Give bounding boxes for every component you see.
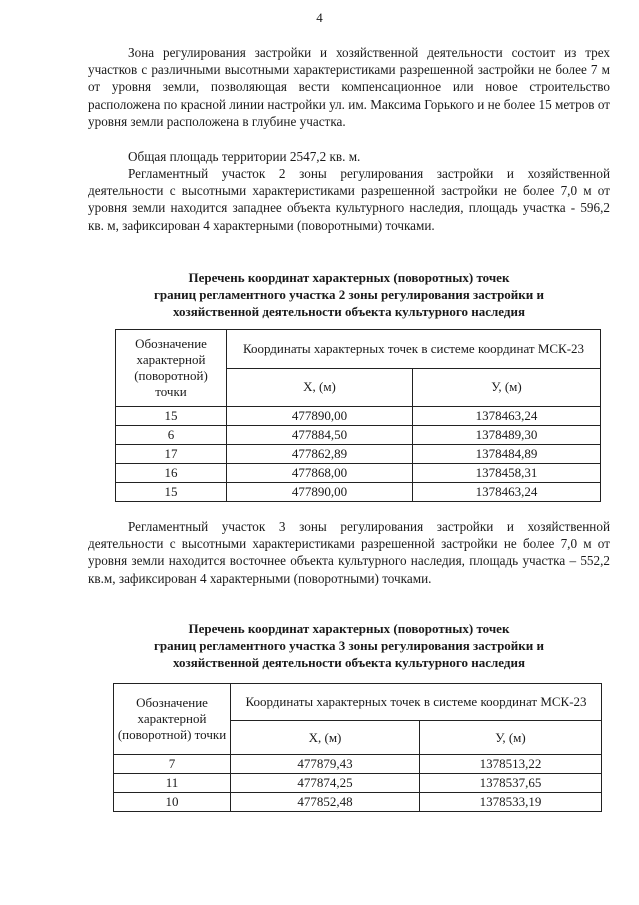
table-row [114, 793, 602, 812]
paragraph-total-area: Общая площадь территории 2547,2 кв. м. [128, 149, 361, 164]
column-header-point: Обозначение характерной (поворотной) точки [114, 684, 231, 755]
cell-y: 1378463,24 [413, 407, 601, 426]
table-2-heading-line: границ регламентного участка 2 зоны регулирования застройки и [153, 287, 545, 302]
table-row [114, 755, 602, 774]
table-row [116, 407, 601, 426]
column-header-y: У, (м) [420, 721, 602, 755]
cell-x: 477884,50 [227, 426, 413, 445]
cell-point: 15 [116, 407, 227, 426]
cell-point: 6 [116, 426, 227, 445]
cell-x: 477890,00 [227, 407, 413, 426]
cell-x: 477874,25 [231, 774, 420, 793]
cell-point: 16 [116, 464, 227, 483]
table-3-heading-line: границ регламентного участка 3 зоны регулирования застройки и [153, 638, 545, 653]
cell-x: 477868,00 [227, 464, 413, 483]
column-header-point: Обозначение характерной (поворотной) точки [116, 330, 227, 407]
cell-x: 477890,00 [227, 483, 413, 502]
coordinates-table-2 [115, 329, 601, 502]
cell-x: 477879,43 [231, 755, 420, 774]
coordinates-table-3 [113, 683, 602, 812]
column-header-y: У, (м) [413, 368, 601, 407]
cell-y: 1378458,31 [413, 464, 601, 483]
cell-y: 1378489,30 [413, 426, 601, 445]
cell-point: 7 [114, 755, 231, 774]
table-2-heading-line: Перечень координат характерных (поворотных) точек [188, 270, 510, 285]
cell-y: 1378537,65 [420, 774, 602, 793]
cell-x: 477862,89 [227, 445, 413, 464]
cell-point: 15 [116, 483, 227, 502]
cell-x: 477852,48 [231, 793, 420, 812]
table-row [116, 426, 601, 445]
column-header-coords: Координаты характерных точек в системе координат МСК-23 [231, 684, 602, 721]
page-number: 4 [316, 10, 323, 25]
table-row [116, 483, 601, 502]
cell-y: 1378463,24 [413, 483, 601, 502]
column-header-x: Х, (м) [227, 368, 413, 407]
table-row [116, 464, 601, 483]
cell-point: 11 [114, 774, 231, 793]
table-3-heading [88, 620, 610, 671]
paragraph-site-2: Регламентный участок 2 зоны регулирования застройки и хозяйственной деятельности с высотными характеристиками разрешенной застройки не более 7,0 м от уровня земли находится западнее объекта культурного наследия, площадь участка - 596,2 кв. м, зафиксирован 4 характерными (поворотными) точками. [88, 166, 610, 233]
cell-point: 17 [116, 445, 227, 464]
table-3-heading-line: Перечень координат характерных (поворотных) точек [188, 621, 510, 636]
paragraph-site-3: Регламентный участок 3 зоны регулирования застройки и хозяйственной деятельности с высотными характеристиками разрешенной застройки не более 7,0 м от уровня земли находится восточнее объекта культурного наследия, площадь участка – 552,2 кв.м, зафиксирован 4 характерными (поворотными) точками. [88, 519, 610, 586]
cell-point: 10 [114, 793, 231, 812]
table-3-heading-line: хозяйственной деятельности объекта культурного наследия [173, 655, 525, 670]
column-header-x: Х, (м) [231, 721, 420, 755]
table-row [116, 445, 601, 464]
table-row [114, 774, 602, 793]
table-2-heading-line: хозяйственной деятельности объекта культурного наследия [173, 304, 525, 319]
cell-y: 1378513,22 [420, 755, 602, 774]
cell-y: 1378484,89 [413, 445, 601, 464]
column-header-coords: Координаты характерных точек в системе координат МСК-23 [227, 330, 601, 369]
paragraph-zone-description: Зона регулирования застройки и хозяйственной деятельности состоит из трех участков с различными высотными характеристиками разрешенной застройки не более 7 м от уровня земли, позволяющая вести компенсационное или новое строительство расположена по красной линии настройки ул. им. Максима Горького и не более 15 метров от уровня земли расположена в глубине участка. [88, 45, 610, 129]
cell-y: 1378533,19 [420, 793, 602, 812]
table-2-heading [88, 269, 610, 320]
